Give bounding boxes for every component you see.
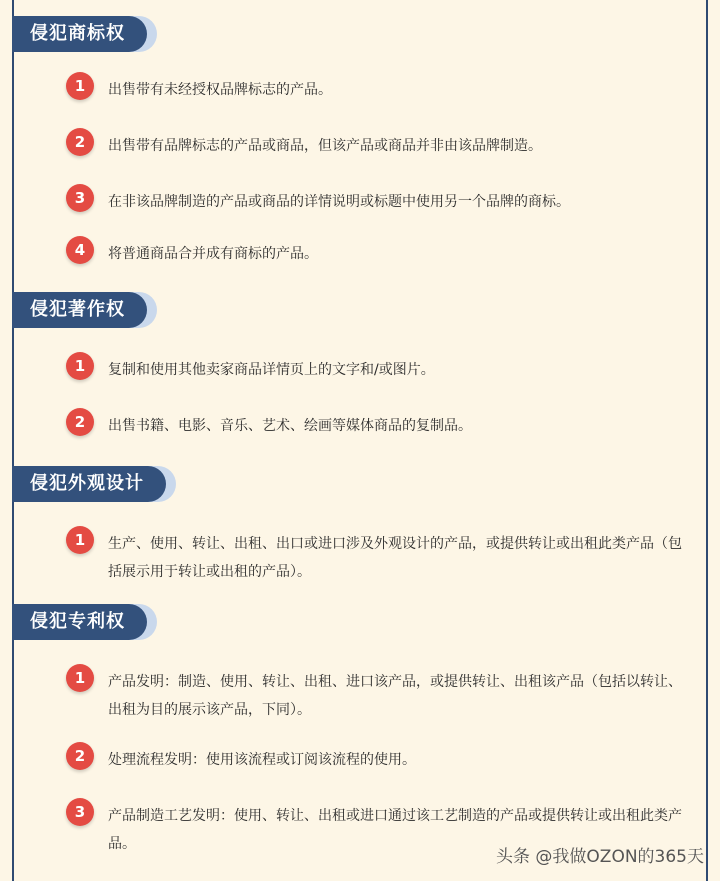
section-title-copyright: 侵犯著作权 <box>12 292 147 328</box>
list-item <box>66 530 688 586</box>
list-item <box>66 240 688 268</box>
number-badge: 2 <box>66 742 94 770</box>
number-badge: 1 <box>66 664 94 692</box>
list-item <box>66 132 688 160</box>
list-item <box>66 76 688 104</box>
section-title-patent: 侵犯专利权 <box>12 604 147 640</box>
number-badge: 3 <box>66 798 94 826</box>
section-title-design: 侵犯外观设计 <box>12 466 166 502</box>
item-text: 产品发明：制造、使用、转让、出租、进口该产品，或提供转让、出租该产品（包括以转让、出租为目的展示该产品，下同）。 <box>108 674 682 718</box>
watermark-text: 头条 @我做OZON的365天 <box>496 847 704 867</box>
number-badge: 1 <box>66 526 94 554</box>
number-badge: 1 <box>66 72 94 100</box>
list-item <box>66 746 688 774</box>
item-text: 生产、使用、转让、出租、出口或进口涉及外观设计的产品，或提供转让或出租此类产品（包括展示用于转让或出租的产品）。 <box>108 536 682 580</box>
list-item <box>66 188 688 216</box>
number-badge: 3 <box>66 184 94 212</box>
list-item <box>66 668 688 724</box>
section-title-trademark: 侵犯商标权 <box>12 16 147 52</box>
number-badge: 4 <box>66 236 94 264</box>
list-item <box>66 412 688 440</box>
number-badge: 2 <box>66 408 94 436</box>
item-text: 出售书籍、电影、音乐、艺术、绘画等媒体商品的复制品。 <box>108 418 472 434</box>
item-text: 出售带有未经授权品牌标志的产品。 <box>108 82 332 98</box>
list-item <box>66 356 688 384</box>
item-text: 将普通商品合并成有商标的产品。 <box>108 246 318 262</box>
item-text: 出售带有品牌标志的产品或商品，但该产品或商品并非由该品牌制造。 <box>108 138 542 154</box>
number-badge: 1 <box>66 352 94 380</box>
item-text: 在非该品牌制造的产品或商品的详情说明或标题中使用另一个品牌的商标。 <box>108 194 570 210</box>
item-text: 处理流程发明：使用该流程或订阅该流程的使用。 <box>108 752 416 768</box>
item-text: 复制和使用其他卖家商品详情页上的文字和/或图片。 <box>108 362 435 378</box>
number-badge: 2 <box>66 128 94 156</box>
item-text: 产品制造工艺发明：使用、转让、出租或进口通过该工艺制造的产品或提供转让或出租此类产品。 <box>108 808 682 852</box>
